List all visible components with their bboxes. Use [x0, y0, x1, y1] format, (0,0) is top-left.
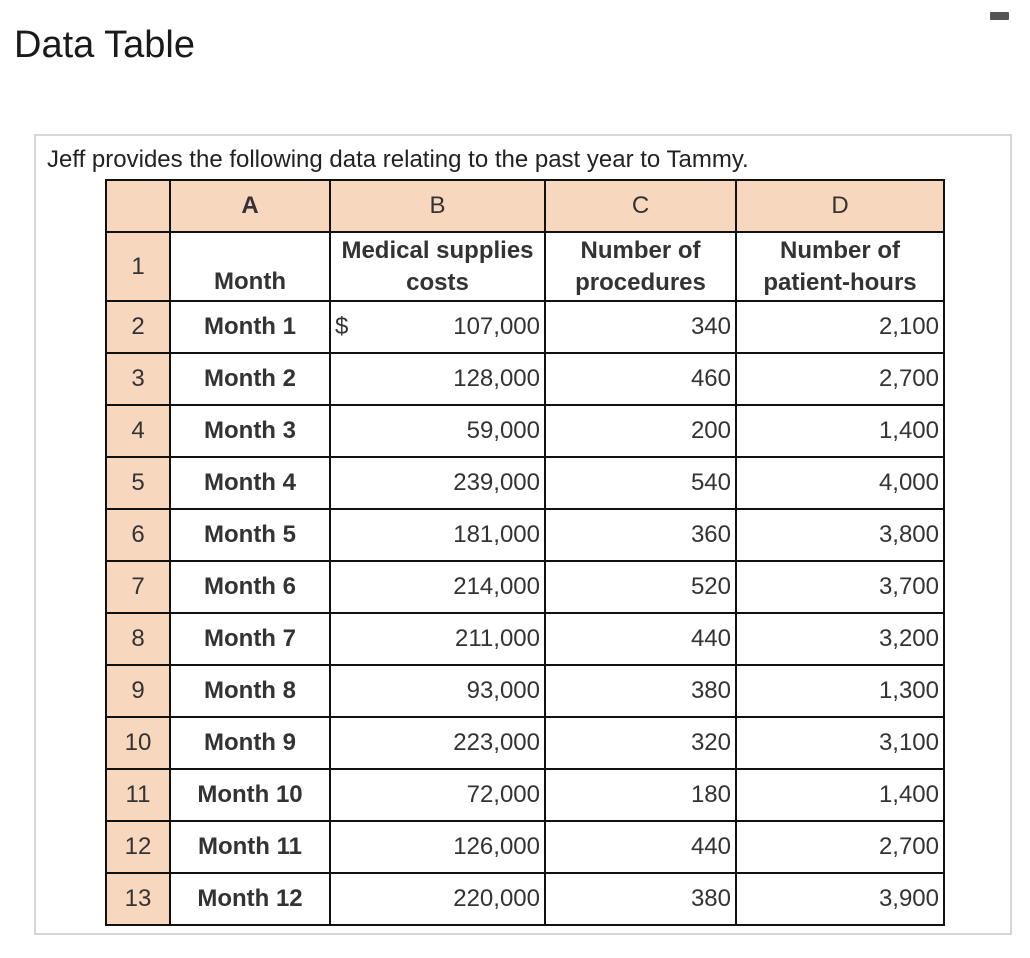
- table-row: [106, 353, 944, 405]
- header-month: Month: [170, 232, 330, 301]
- hours-cell: 2,100: [736, 301, 944, 353]
- costs-cell: 223,000: [330, 717, 545, 769]
- costs-cell: 128,000: [330, 353, 545, 405]
- month-cell: Month 8: [170, 665, 330, 717]
- table-row: [106, 717, 944, 769]
- hours-cell: 3,100: [736, 717, 944, 769]
- header-line: Medical supplies: [341, 236, 534, 264]
- column-letter-d: D: [736, 180, 944, 232]
- column-letter-b: B: [330, 180, 545, 232]
- procedures-cell: 460: [545, 353, 736, 405]
- month-cell: Month 9: [170, 717, 330, 769]
- header-line: Number of: [580, 236, 701, 264]
- currency-symbol: $: [335, 313, 349, 340]
- month-cell: Month 12: [170, 873, 330, 925]
- month-cell: Month 5: [170, 509, 330, 561]
- row-number: 10: [106, 717, 170, 769]
- minimize-icon[interactable]: [990, 12, 1009, 20]
- data-panel: [34, 134, 1012, 935]
- procedures-cell: 440: [545, 821, 736, 873]
- hours-cell: 3,200: [736, 613, 944, 665]
- table-row: [106, 613, 944, 665]
- intro-text: Jeff provides the following data relating to the past year to Tammy.: [47, 146, 749, 173]
- page-title: Data Table: [14, 24, 195, 66]
- hours-cell: 1,300: [736, 665, 944, 717]
- month-cell: Month 7: [170, 613, 330, 665]
- table-row: [106, 665, 944, 717]
- table-row: [106, 769, 944, 821]
- procedures-cell: 520: [545, 561, 736, 613]
- procedures-cell: 180: [545, 769, 736, 821]
- row-number: 13: [106, 873, 170, 925]
- hours-cell: 1,400: [736, 769, 944, 821]
- costs-cell: 220,000: [330, 873, 545, 925]
- table-row: [106, 457, 944, 509]
- hours-cell: 4,000: [736, 457, 944, 509]
- table-row: [106, 301, 944, 353]
- month-cell: Month 11: [170, 821, 330, 873]
- month-cell: Month 2: [170, 353, 330, 405]
- table-row: [106, 873, 944, 925]
- month-cell: Month 4: [170, 457, 330, 509]
- column-letter-row: [106, 180, 944, 232]
- costs-cell: 72,000: [330, 769, 545, 821]
- procedures-cell: 380: [545, 665, 736, 717]
- header-line: procedures: [575, 268, 706, 296]
- row-number: 3: [106, 353, 170, 405]
- procedures-cell: 380: [545, 873, 736, 925]
- header-row: [106, 232, 944, 301]
- month-cell: Month 10: [170, 769, 330, 821]
- month-cell: Month 1: [170, 301, 330, 353]
- hours-cell: 2,700: [736, 821, 944, 873]
- procedures-cell: 360: [545, 509, 736, 561]
- hours-cell: 3,800: [736, 509, 944, 561]
- month-cell: Month 6: [170, 561, 330, 613]
- table-row: [106, 561, 944, 613]
- costs-cell: 181,000: [330, 509, 545, 561]
- header-medical-supplies-costs: [330, 232, 545, 301]
- header-line: costs: [406, 268, 469, 296]
- column-letter-a: A: [170, 180, 330, 232]
- column-letter-c: C: [545, 180, 736, 232]
- header-line: Number of: [780, 236, 900, 264]
- row-number: 1: [106, 232, 170, 301]
- row-number: 9: [106, 665, 170, 717]
- row-number: 4: [106, 405, 170, 457]
- corner-cell: [106, 180, 170, 232]
- row-number: 12: [106, 821, 170, 873]
- header-number-of-procedures: [545, 232, 736, 301]
- costs-cell: 126,000: [330, 821, 545, 873]
- costs-value: 107,000: [453, 313, 540, 340]
- procedures-cell: 200: [545, 405, 736, 457]
- table-row: [106, 405, 944, 457]
- data-table: [105, 179, 945, 926]
- row-number: 2: [106, 301, 170, 353]
- costs-cell: 214,000: [330, 561, 545, 613]
- costs-cell: 239,000: [330, 457, 545, 509]
- header-line: patient-hours: [763, 268, 917, 296]
- row-number: 7: [106, 561, 170, 613]
- table-row: [106, 509, 944, 561]
- hours-cell: 1,400: [736, 405, 944, 457]
- hours-cell: 2,700: [736, 353, 944, 405]
- costs-cell: [330, 301, 545, 353]
- procedures-cell: 340: [545, 301, 736, 353]
- hours-cell: 3,900: [736, 873, 944, 925]
- procedures-cell: 440: [545, 613, 736, 665]
- costs-cell: 211,000: [330, 613, 545, 665]
- month-cell: Month 3: [170, 405, 330, 457]
- procedures-cell: 540: [545, 457, 736, 509]
- costs-cell: 93,000: [330, 665, 545, 717]
- row-number: 5: [106, 457, 170, 509]
- hours-cell: 3,700: [736, 561, 944, 613]
- procedures-cell: 320: [545, 717, 736, 769]
- row-number: 11: [106, 769, 170, 821]
- table-row: [106, 821, 944, 873]
- row-number: 8: [106, 613, 170, 665]
- header-number-of-patient-hours: [736, 232, 944, 301]
- costs-cell: 59,000: [330, 405, 545, 457]
- row-number: 6: [106, 509, 170, 561]
